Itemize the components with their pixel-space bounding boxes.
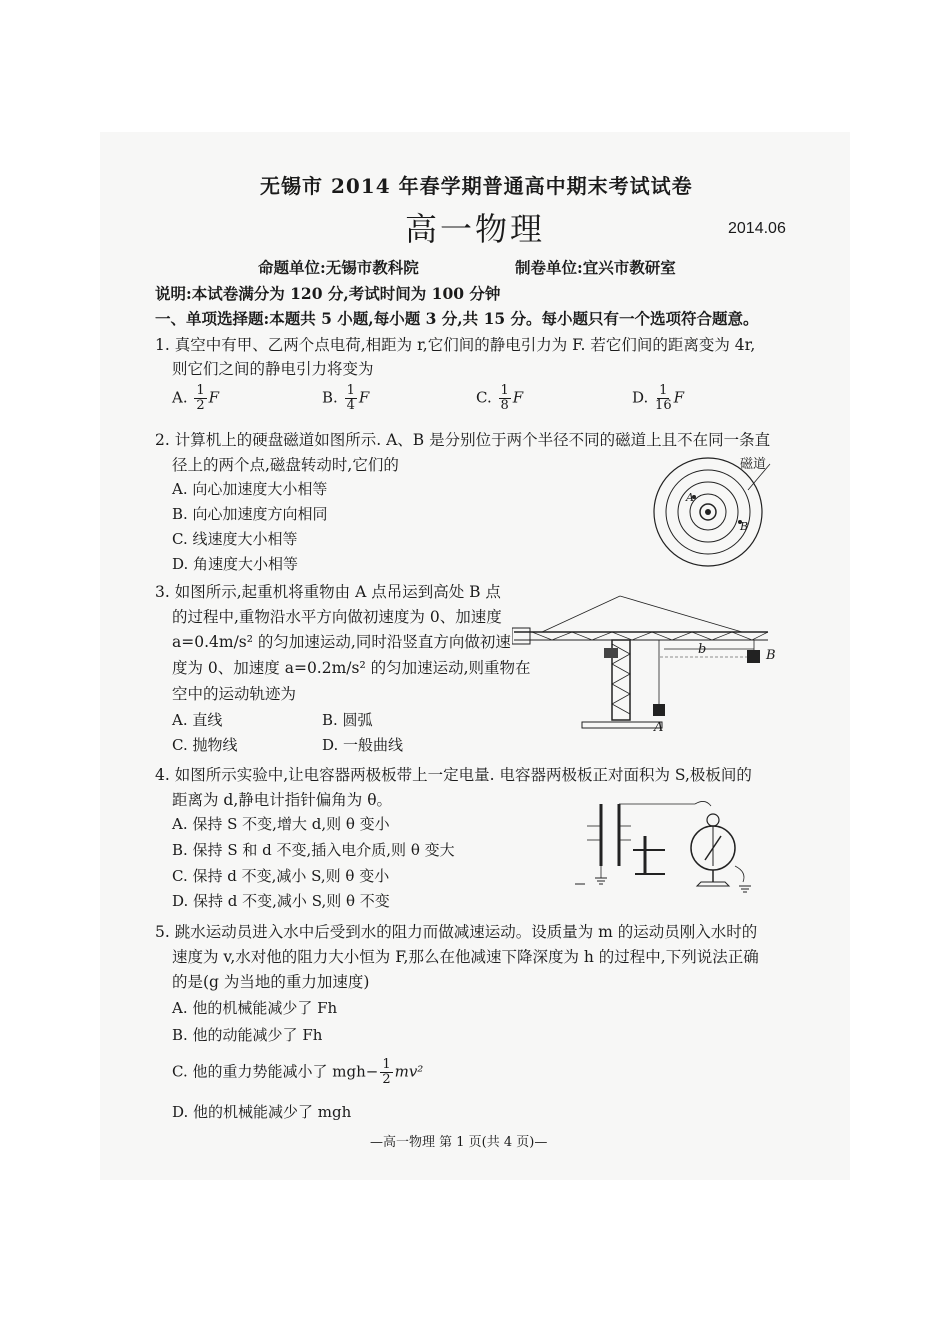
q3-option-a: A. 直线 xyxy=(172,711,223,729)
disk-track-label: 磁道 xyxy=(740,457,767,472)
q2-option-b: B. 向心加速度方向相同 xyxy=(172,505,328,523)
crane-label-b: B xyxy=(766,648,776,663)
q5-stem-line2: 速度为 v,水对他的阻力大小恒为 F,那么在他减速下降深度为 h 的过程中,下列说法正确 xyxy=(172,948,759,966)
q1-stem-line1: 1. 真空中有甲、乙两个点电荷,相距为 r,它们间的静电引力为 F. 若它们间的距离变为 4r, xyxy=(155,336,756,354)
q1-stem-line2: 则它们之间的静电引力将变为 xyxy=(172,360,374,378)
q2-stem-line2: 径上的两个点,磁盘转动时,它们的 xyxy=(172,456,399,474)
disk-point-b: B xyxy=(740,520,749,533)
fraction: $\frac{1}{4}$ xyxy=(346,383,355,413)
q4-stem-line2: 距离为 d,静电计指针偏角为 θ。 xyxy=(172,791,393,809)
exam-title: 无锡市 2014 年春学期普通高中期末考试试卷 xyxy=(260,174,693,198)
q4-option-b: B. 保持 S 和 d 不变,插入电介质,则 θ 变大 xyxy=(172,841,455,859)
q5-option-c: C. 他的重力势能减小了 mgh− $\frac{1}{2}$ mv² xyxy=(172,1057,424,1087)
q2-stem-line1: 2. 计算机上的硬盘磁道如图所示. A、B 是分别位于两个半径不同的磁道上且不在同一条直 xyxy=(155,431,771,449)
disk-point-a: A xyxy=(686,491,694,504)
q1-option-c: C. $\frac{1}{8}$ F xyxy=(476,383,524,413)
exam-date: 2014.06 xyxy=(728,220,786,237)
q3-stem-line5: 空中的运动轨迹为 xyxy=(172,685,297,703)
fraction: $\frac{1}{16}$ xyxy=(655,383,672,413)
q4-option-c: C. 保持 d 不变,减小 S,则 θ 变小 xyxy=(172,867,390,885)
q4-stem-line1: 4. 如图所示实验中,让电容器两极板带上一定电量. 电容器两极板正对面积为 S,极板间的 xyxy=(155,766,752,784)
fraction: $\frac{1}{2}$ xyxy=(196,383,205,413)
q2-option-d: D. 角速度大小相等 xyxy=(172,555,299,573)
fraction: $\frac{1}{2}$ xyxy=(382,1057,391,1087)
q4-option-a: A. 保持 S 不变,增大 d,则 θ 变小 xyxy=(172,815,390,833)
q5-stem-line1: 5. 跳水运动员进入水中后受到水的阻力而做减速运动。设质量为 m 的运动员刚入水时的 xyxy=(155,923,758,941)
author-right: 制卷单位:宜兴市教研室 xyxy=(515,258,676,277)
q3-option-d: D. 一般曲线 xyxy=(322,736,404,754)
q4-option-d: D. 保持 d 不变,减小 S,则 θ 不变 xyxy=(172,892,390,910)
option-label: C. xyxy=(476,388,492,407)
q5-option-a: A. 他的机械能减少了 Fh xyxy=(172,999,338,1017)
q3-stem-line3: a=0.4m/s² 的匀加速运动,同时沿竖直方向做初速 xyxy=(172,633,511,651)
q3-option-c: C. 抛物线 xyxy=(172,736,238,754)
exam-subject: 高一物理 xyxy=(405,210,546,248)
q1-option-b: B. $\frac{1}{4}$ F xyxy=(322,383,370,413)
q1-option-a: A. $\frac{1}{2}$ F xyxy=(172,383,220,413)
crane-label-a: A xyxy=(654,720,664,735)
q5-option-b: B. 他的动能减少了 Fh xyxy=(172,1026,323,1044)
author-left: 命题单位:无锡市教科院 xyxy=(258,258,419,277)
option-label: B. xyxy=(322,388,338,407)
q5-stem-line3: 的是(g 为当地的重力加速度) xyxy=(172,973,370,991)
section-heading: 一、单项选择题:本题共 5 小题,每小题 3 分,共 15 分。每小题只有一个选项符合题意。 xyxy=(155,309,759,328)
page-footer: —高一物理 第 1 页(共 4 页)— xyxy=(370,1135,548,1150)
q3-stem-line2: 的过程中,重物沿水平方向做初速度为 0、加速度 xyxy=(172,608,502,626)
q2-option-a: A. 向心加速度大小相等 xyxy=(172,480,328,498)
q5-option-d: D. 他的机械能减少了 mgh xyxy=(172,1103,352,1121)
exam-note: 说明:本试卷满分为 120 分,考试时间为 100 分钟 xyxy=(155,284,501,303)
crane-label-b-small: b xyxy=(698,642,707,657)
capacitor-electroscope-figure xyxy=(565,796,770,904)
option-label: D. xyxy=(632,388,649,407)
q2-option-c: C. 线速度大小相等 xyxy=(172,530,298,548)
q3-option-b: B. 圆弧 xyxy=(322,711,373,729)
q3-stem-line1: 3. 如图所示,起重机将重物由 A 点吊运到高处 B 点 xyxy=(155,583,501,601)
fraction: $\frac{1}{8}$ xyxy=(500,383,509,413)
option-label: A. xyxy=(172,388,188,407)
q1-option-d: D. $\frac{1}{16}$ F xyxy=(632,383,685,413)
crane-figure xyxy=(512,592,772,738)
q3-stem-line4: 度为 0、加速度 a=0.2m/s² 的匀加速运动,则重物在 xyxy=(172,659,531,677)
